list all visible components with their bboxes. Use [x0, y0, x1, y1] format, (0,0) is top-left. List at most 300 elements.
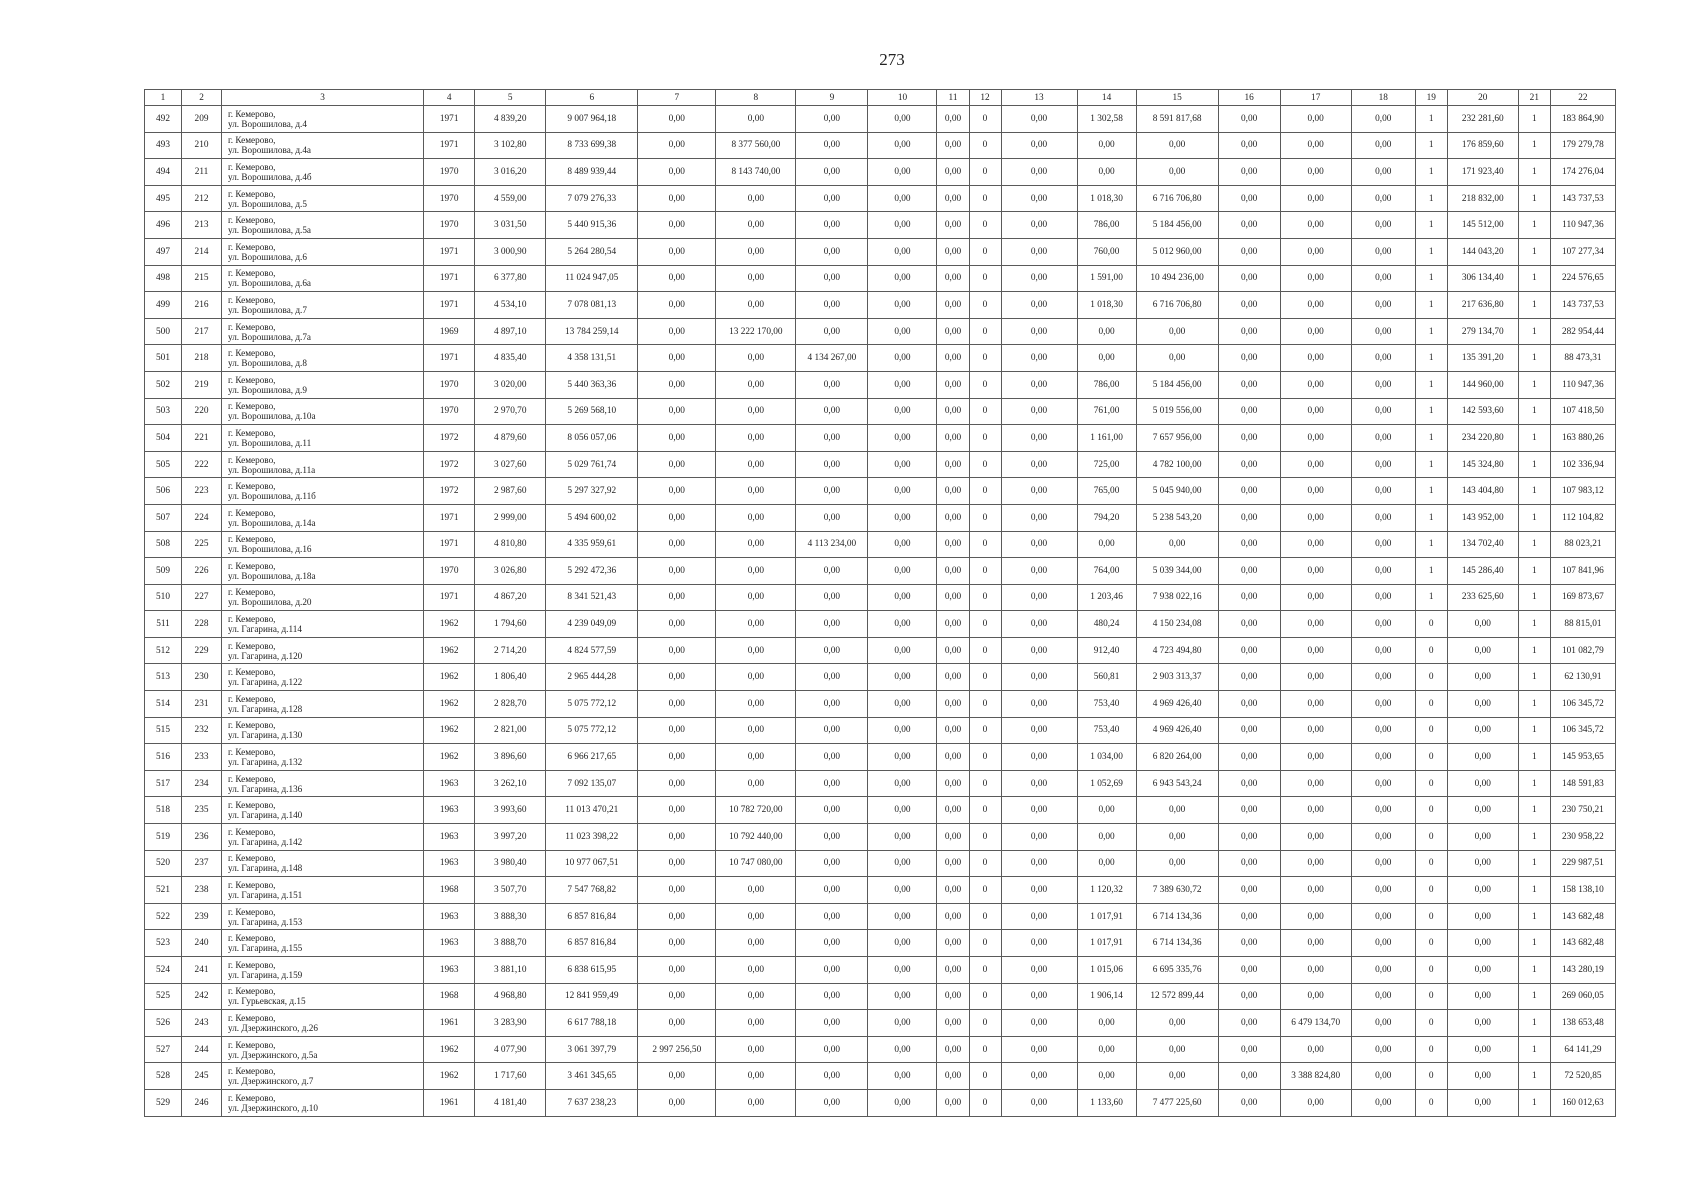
cell-col-10: 0,00 [868, 850, 937, 877]
cell-col-7: 0,00 [638, 238, 716, 265]
cell-col-11: 0,00 [937, 1036, 969, 1063]
cell-col-13: 0,00 [1001, 637, 1077, 664]
cell-col-6: 6 857 816,84 [546, 903, 638, 930]
cell-col-8: 0,00 [716, 425, 796, 452]
table-row [145, 983, 1616, 1010]
address-cell [222, 744, 424, 771]
cell-col-20: 0,00 [1447, 744, 1518, 771]
cell-col-17: 0,00 [1280, 398, 1351, 425]
address-cell [222, 504, 424, 531]
cell-col-15: 4 782 100,00 [1136, 451, 1218, 478]
cell-col-4: 1963 [424, 850, 475, 877]
cell-col-17: 0,00 [1280, 744, 1351, 771]
cell-col-14: 1 120,32 [1077, 877, 1136, 904]
address-city: г. Кемерово, [228, 321, 276, 332]
cell-col-4: 1962 [424, 1063, 475, 1090]
cell-col-7: 0,00 [638, 584, 716, 611]
cell-col-5: 4 559,00 [475, 185, 546, 212]
cell-col-15: 5 019 556,00 [1136, 398, 1218, 425]
cell-col-5: 2 999,00 [475, 504, 546, 531]
cell-col-18: 0,00 [1351, 425, 1415, 452]
address-city: г. Кемерово, [228, 268, 276, 279]
cell-col-14: 725,00 [1077, 451, 1136, 478]
cell-col-15: 5 238 543,20 [1136, 504, 1218, 531]
cell-col-15: 6 716 706,80 [1136, 185, 1218, 212]
cell-col-22: 183 864,90 [1550, 106, 1615, 133]
cell-col-14: 0,00 [1077, 531, 1136, 558]
cell-col-5: 4 534,10 [475, 292, 546, 319]
cell-col-7: 0,00 [638, 531, 716, 558]
cell-col-16: 0,00 [1218, 770, 1280, 797]
column-header: 9 [796, 90, 868, 106]
cell-col-10: 0,00 [868, 531, 937, 558]
cell-col-15: 5 039 344,00 [1136, 558, 1218, 585]
cell-col-16: 0,00 [1218, 451, 1280, 478]
cell-col-5: 3 888,30 [475, 903, 546, 930]
cell-col-21: 1 [1518, 850, 1550, 877]
cell-col-14: 0,00 [1077, 1063, 1136, 1090]
address-city: г. Кемерово, [228, 161, 276, 172]
cell-col-22: 143 682,48 [1550, 903, 1615, 930]
cell-col-5: 3 997,20 [475, 824, 546, 851]
cell-col-18: 0,00 [1351, 1063, 1415, 1090]
address-street: ул. Ворошилова, д.16 [228, 544, 312, 555]
cell-col-4: 1971 [424, 345, 475, 372]
cell-col-18: 0,00 [1351, 212, 1415, 239]
cell-col-16: 0,00 [1218, 132, 1280, 159]
table-row [145, 238, 1616, 265]
cell-col-4: 1962 [424, 637, 475, 664]
address-city: г. Кемерово, [228, 614, 276, 625]
cell-col-4: 1970 [424, 398, 475, 425]
cell-col-12: 0 [969, 930, 1001, 957]
cell-col-5: 4 879,60 [475, 425, 546, 452]
cell-col-16: 0,00 [1218, 957, 1280, 984]
cell-col-6: 2 965 444,28 [546, 664, 638, 691]
address-street: ул. Гагарина, д.128 [228, 703, 303, 714]
cell-col-21: 1 [1518, 345, 1550, 372]
address-street: ул. Гагарина, д.159 [228, 969, 303, 980]
column-header: 4 [424, 90, 475, 106]
cell-col-18: 0,00 [1351, 691, 1415, 718]
cell-col-1: 517 [145, 770, 182, 797]
cell-col-1: 501 [145, 345, 182, 372]
address-street: ул. Гагарина, д.155 [228, 943, 303, 954]
address-cell [222, 850, 424, 877]
cell-col-17: 0,00 [1280, 664, 1351, 691]
cell-col-6: 5 269 568,10 [546, 398, 638, 425]
cell-col-7: 0,00 [638, 371, 716, 398]
cell-col-20: 0,00 [1447, 824, 1518, 851]
cell-col-1: 508 [145, 531, 182, 558]
cell-col-17: 0,00 [1280, 903, 1351, 930]
cell-col-13: 0,00 [1001, 1089, 1077, 1116]
cell-col-7: 0,00 [638, 877, 716, 904]
cell-col-17: 0,00 [1280, 824, 1351, 851]
cell-col-6: 8 341 521,43 [546, 584, 638, 611]
address-street: ул. Ворошилова, д.4 [228, 118, 307, 129]
cell-col-14: 1 591,00 [1077, 265, 1136, 292]
cell-col-13: 0,00 [1001, 531, 1077, 558]
column-header: 2 [182, 90, 222, 106]
cell-col-22: 143 682,48 [1550, 930, 1615, 957]
cell-col-6: 3 061 397,79 [546, 1036, 638, 1063]
cell-col-15: 12 572 899,44 [1136, 983, 1218, 1010]
cell-col-1: 521 [145, 877, 182, 904]
cell-col-21: 1 [1518, 637, 1550, 664]
cell-col-16: 0,00 [1218, 611, 1280, 638]
cell-col-8: 0,00 [716, 930, 796, 957]
cell-col-11: 0,00 [937, 531, 969, 558]
cell-col-12: 0 [969, 717, 1001, 744]
table-row [145, 265, 1616, 292]
cell-col-7: 0,00 [638, 717, 716, 744]
cell-col-6: 7 078 081,13 [546, 292, 638, 319]
cell-col-13: 0,00 [1001, 691, 1077, 718]
cell-col-21: 1 [1518, 691, 1550, 718]
address-city: г. Кемерово, [228, 294, 276, 305]
cell-col-17: 0,00 [1280, 797, 1351, 824]
cell-col-16: 0,00 [1218, 797, 1280, 824]
cell-col-2: 242 [182, 983, 222, 1010]
cell-col-1: 510 [145, 584, 182, 611]
address-cell [222, 1036, 424, 1063]
cell-col-21: 1 [1518, 558, 1550, 585]
cell-col-19: 0 [1415, 717, 1447, 744]
cell-col-13: 0,00 [1001, 265, 1077, 292]
cell-col-13: 0,00 [1001, 398, 1077, 425]
cell-col-22: 143 737,53 [1550, 185, 1615, 212]
cell-col-2: 241 [182, 957, 222, 984]
cell-col-18: 0,00 [1351, 1089, 1415, 1116]
cell-col-13: 0,00 [1001, 983, 1077, 1010]
cell-col-11: 0,00 [937, 425, 969, 452]
address-city: г. Кемерово, [228, 427, 276, 438]
address-cell [222, 345, 424, 372]
cell-col-13: 0,00 [1001, 664, 1077, 691]
cell-col-18: 0,00 [1351, 584, 1415, 611]
cell-col-12: 0 [969, 611, 1001, 638]
cell-col-12: 0 [969, 770, 1001, 797]
cell-col-21: 1 [1518, 238, 1550, 265]
cell-col-20: 144 960,00 [1447, 371, 1518, 398]
cell-col-14: 786,00 [1077, 371, 1136, 398]
address-cell [222, 957, 424, 984]
cell-col-5: 1 806,40 [475, 664, 546, 691]
cell-col-7: 0,00 [638, 957, 716, 984]
cell-col-19: 1 [1415, 504, 1447, 531]
cell-col-6: 4 824 577,59 [546, 637, 638, 664]
cell-col-7: 0,00 [638, 1010, 716, 1037]
cell-col-18: 0,00 [1351, 664, 1415, 691]
cell-col-12: 0 [969, 132, 1001, 159]
cell-col-11: 0,00 [937, 292, 969, 319]
cell-col-20: 0,00 [1447, 957, 1518, 984]
cell-col-14: 1 161,00 [1077, 425, 1136, 452]
cell-col-7: 0,00 [638, 425, 716, 452]
cell-col-14: 761,00 [1077, 398, 1136, 425]
cell-col-8: 13 222 170,00 [716, 318, 796, 345]
cell-col-12: 0 [969, 1063, 1001, 1090]
cell-col-1: 512 [145, 637, 182, 664]
cell-col-5: 3 026,80 [475, 558, 546, 585]
cell-col-16: 0,00 [1218, 691, 1280, 718]
cell-col-14: 0,00 [1077, 318, 1136, 345]
cell-col-13: 0,00 [1001, 770, 1077, 797]
cell-col-2: 214 [182, 238, 222, 265]
cell-col-17: 0,00 [1280, 292, 1351, 319]
cell-col-20: 143 952,00 [1447, 504, 1518, 531]
cell-col-14: 1 052,69 [1077, 770, 1136, 797]
column-header: 10 [868, 90, 937, 106]
cell-col-22: 163 880,26 [1550, 425, 1615, 452]
cell-col-9: 0,00 [796, 717, 868, 744]
cell-col-9: 0,00 [796, 292, 868, 319]
cell-col-19: 0 [1415, 770, 1447, 797]
column-header: 12 [969, 90, 1001, 106]
cell-col-11: 0,00 [937, 717, 969, 744]
address-city: г. Кемерово, [228, 1092, 276, 1103]
cell-col-20: 0,00 [1447, 1036, 1518, 1063]
cell-col-5: 4 181,40 [475, 1089, 546, 1116]
cell-col-19: 0 [1415, 1089, 1447, 1116]
cell-col-2: 234 [182, 770, 222, 797]
header-row [145, 90, 1616, 106]
cell-col-7: 0,00 [638, 558, 716, 585]
address-street: ул. Ворошилова, д.14а [228, 517, 316, 528]
cell-col-19: 1 [1415, 451, 1447, 478]
cell-col-18: 0,00 [1351, 265, 1415, 292]
cell-col-16: 0,00 [1218, 398, 1280, 425]
table-row [145, 770, 1616, 797]
cell-col-13: 0,00 [1001, 292, 1077, 319]
cell-col-11: 0,00 [937, 558, 969, 585]
cell-col-17: 0,00 [1280, 1089, 1351, 1116]
address-street: ул. Гагарина, д.142 [228, 836, 303, 847]
cell-col-1: 499 [145, 292, 182, 319]
address-cell [222, 797, 424, 824]
address-city: г. Кемерово, [228, 241, 276, 252]
cell-col-6: 5 494 600,02 [546, 504, 638, 531]
cell-col-15: 6 943 543,24 [1136, 770, 1218, 797]
cell-col-1: 494 [145, 159, 182, 186]
cell-col-13: 0,00 [1001, 425, 1077, 452]
cell-col-16: 0,00 [1218, 106, 1280, 133]
address-city: г. Кемерово, [228, 454, 276, 465]
cell-col-22: 145 953,65 [1550, 744, 1615, 771]
cell-col-10: 0,00 [868, 212, 937, 239]
cell-col-6: 5 440 915,36 [546, 212, 638, 239]
cell-col-8: 0,00 [716, 1036, 796, 1063]
cell-col-7: 0,00 [638, 797, 716, 824]
cell-col-5: 3 283,90 [475, 1010, 546, 1037]
cell-col-19: 1 [1415, 425, 1447, 452]
cell-col-1: 527 [145, 1036, 182, 1063]
cell-col-16: 0,00 [1218, 425, 1280, 452]
cell-col-10: 0,00 [868, 558, 937, 585]
cell-col-22: 179 279,78 [1550, 132, 1615, 159]
cell-col-11: 0,00 [937, 159, 969, 186]
cell-col-21: 1 [1518, 824, 1550, 851]
cell-col-16: 0,00 [1218, 345, 1280, 372]
cell-col-13: 0,00 [1001, 371, 1077, 398]
cell-col-21: 1 [1518, 159, 1550, 186]
cell-col-16: 0,00 [1218, 238, 1280, 265]
cell-col-17: 0,00 [1280, 637, 1351, 664]
cell-col-18: 0,00 [1351, 903, 1415, 930]
cell-col-2: 211 [182, 159, 222, 186]
table-row [145, 425, 1616, 452]
cell-col-2: 219 [182, 371, 222, 398]
cell-col-13: 0,00 [1001, 824, 1077, 851]
cell-col-13: 0,00 [1001, 106, 1077, 133]
cell-col-17: 0,00 [1280, 770, 1351, 797]
address-street: ул. Ворошилова, д.18а [228, 570, 316, 581]
cell-col-8: 0,00 [716, 504, 796, 531]
cell-col-1: 497 [145, 238, 182, 265]
cell-col-21: 1 [1518, 1089, 1550, 1116]
cell-col-16: 0,00 [1218, 664, 1280, 691]
cell-col-6: 6 617 788,18 [546, 1010, 638, 1037]
cell-col-13: 0,00 [1001, 744, 1077, 771]
cell-col-9: 0,00 [796, 185, 868, 212]
cell-col-19: 0 [1415, 1063, 1447, 1090]
cell-col-11: 0,00 [937, 398, 969, 425]
cell-col-17: 0,00 [1280, 451, 1351, 478]
cell-col-7: 0,00 [638, 318, 716, 345]
cell-col-21: 1 [1518, 185, 1550, 212]
address-cell [222, 185, 424, 212]
cell-col-21: 1 [1518, 744, 1550, 771]
address-city: г. Кемерово, [228, 481, 276, 492]
cell-col-10: 0,00 [868, 903, 937, 930]
address-street: ул. Дзержинского, д.5а [228, 1049, 318, 1060]
cell-col-22: 107 983,12 [1550, 478, 1615, 505]
cell-col-12: 0 [969, 957, 1001, 984]
cell-col-11: 0,00 [937, 744, 969, 771]
cell-col-22: 143 280,19 [1550, 957, 1615, 984]
cell-col-16: 0,00 [1218, 292, 1280, 319]
address-city: г. Кемерово, [228, 1039, 276, 1050]
cell-col-20: 0,00 [1447, 983, 1518, 1010]
cell-col-15: 6 714 134,36 [1136, 930, 1218, 957]
cell-col-14: 1 018,30 [1077, 292, 1136, 319]
cell-col-18: 0,00 [1351, 957, 1415, 984]
cell-col-7: 0,00 [638, 185, 716, 212]
cell-col-21: 1 [1518, 318, 1550, 345]
address-street: ул. Ворошилова, д.7 [228, 304, 307, 315]
cell-col-7: 0,00 [638, 1089, 716, 1116]
cell-col-16: 0,00 [1218, 903, 1280, 930]
cell-col-5: 3 896,60 [475, 744, 546, 771]
cell-col-16: 0,00 [1218, 850, 1280, 877]
cell-col-17: 0,00 [1280, 957, 1351, 984]
cell-col-22: 106 345,72 [1550, 717, 1615, 744]
address-cell [222, 1089, 424, 1116]
cell-col-6: 6 966 217,65 [546, 744, 638, 771]
cell-col-16: 0,00 [1218, 1089, 1280, 1116]
cell-col-12: 0 [969, 318, 1001, 345]
cell-col-17: 6 479 134,70 [1280, 1010, 1351, 1037]
cell-col-15: 4 969 426,40 [1136, 717, 1218, 744]
cell-col-15: 7 389 630,72 [1136, 877, 1218, 904]
cell-col-12: 0 [969, 691, 1001, 718]
cell-col-19: 1 [1415, 531, 1447, 558]
cell-col-20: 0,00 [1447, 797, 1518, 824]
address-street: ул. Ворошилова, д.8 [228, 358, 307, 369]
cell-col-5: 2 714,20 [475, 637, 546, 664]
cell-col-4: 1968 [424, 983, 475, 1010]
cell-col-9: 0,00 [796, 398, 868, 425]
cell-col-11: 0,00 [937, 132, 969, 159]
cell-col-12: 0 [969, 850, 1001, 877]
address-cell [222, 691, 424, 718]
cell-col-6: 8 056 057,06 [546, 425, 638, 452]
cell-col-4: 1970 [424, 212, 475, 239]
cell-col-20: 176 859,60 [1447, 132, 1518, 159]
cell-col-2: 220 [182, 398, 222, 425]
cell-col-5: 4 897,10 [475, 318, 546, 345]
cell-col-21: 1 [1518, 877, 1550, 904]
cell-col-6: 6 857 816,84 [546, 930, 638, 957]
cell-col-10: 0,00 [868, 345, 937, 372]
cell-col-8: 0,00 [716, 531, 796, 558]
cell-col-6: 5 075 772,12 [546, 717, 638, 744]
address-city: г. Кемерово, [228, 587, 276, 598]
cell-col-15: 2 903 313,37 [1136, 664, 1218, 691]
cell-col-4: 1970 [424, 185, 475, 212]
cell-col-12: 0 [969, 238, 1001, 265]
cell-col-15: 0,00 [1136, 797, 1218, 824]
cell-col-6: 13 784 259,14 [546, 318, 638, 345]
cell-col-5: 3 027,60 [475, 451, 546, 478]
cell-col-14: 0,00 [1077, 797, 1136, 824]
cell-col-6: 3 461 345,65 [546, 1063, 638, 1090]
cell-col-19: 0 [1415, 611, 1447, 638]
cell-col-5: 4 810,80 [475, 531, 546, 558]
cell-col-7: 0,00 [638, 398, 716, 425]
cell-col-20: 233 625,60 [1447, 584, 1518, 611]
cell-col-21: 1 [1518, 1063, 1550, 1090]
cell-col-2: 213 [182, 212, 222, 239]
cell-col-15: 4 150 234,08 [1136, 611, 1218, 638]
table-row [145, 531, 1616, 558]
cell-col-18: 0,00 [1351, 132, 1415, 159]
cell-col-14: 794,20 [1077, 504, 1136, 531]
column-header: 7 [638, 90, 716, 106]
cell-col-19: 0 [1415, 983, 1447, 1010]
cell-col-20: 0,00 [1447, 664, 1518, 691]
column-header: 20 [1447, 90, 1518, 106]
cell-col-21: 1 [1518, 930, 1550, 957]
cell-col-7: 0,00 [638, 345, 716, 372]
cell-col-18: 0,00 [1351, 824, 1415, 851]
cell-col-17: 0,00 [1280, 983, 1351, 1010]
cell-col-16: 0,00 [1218, 930, 1280, 957]
cell-col-11: 0,00 [937, 903, 969, 930]
cell-col-13: 0,00 [1001, 185, 1077, 212]
cell-col-17: 0,00 [1280, 265, 1351, 292]
cell-col-9: 0,00 [796, 451, 868, 478]
cell-col-20: 134 702,40 [1447, 531, 1518, 558]
cell-col-5: 4 077,90 [475, 1036, 546, 1063]
cell-col-5: 4 839,20 [475, 106, 546, 133]
cell-col-11: 0,00 [937, 478, 969, 505]
cell-col-5: 2 970,70 [475, 398, 546, 425]
address-cell [222, 132, 424, 159]
cell-col-8: 10 782 720,00 [716, 797, 796, 824]
cell-col-14: 1 018,30 [1077, 185, 1136, 212]
